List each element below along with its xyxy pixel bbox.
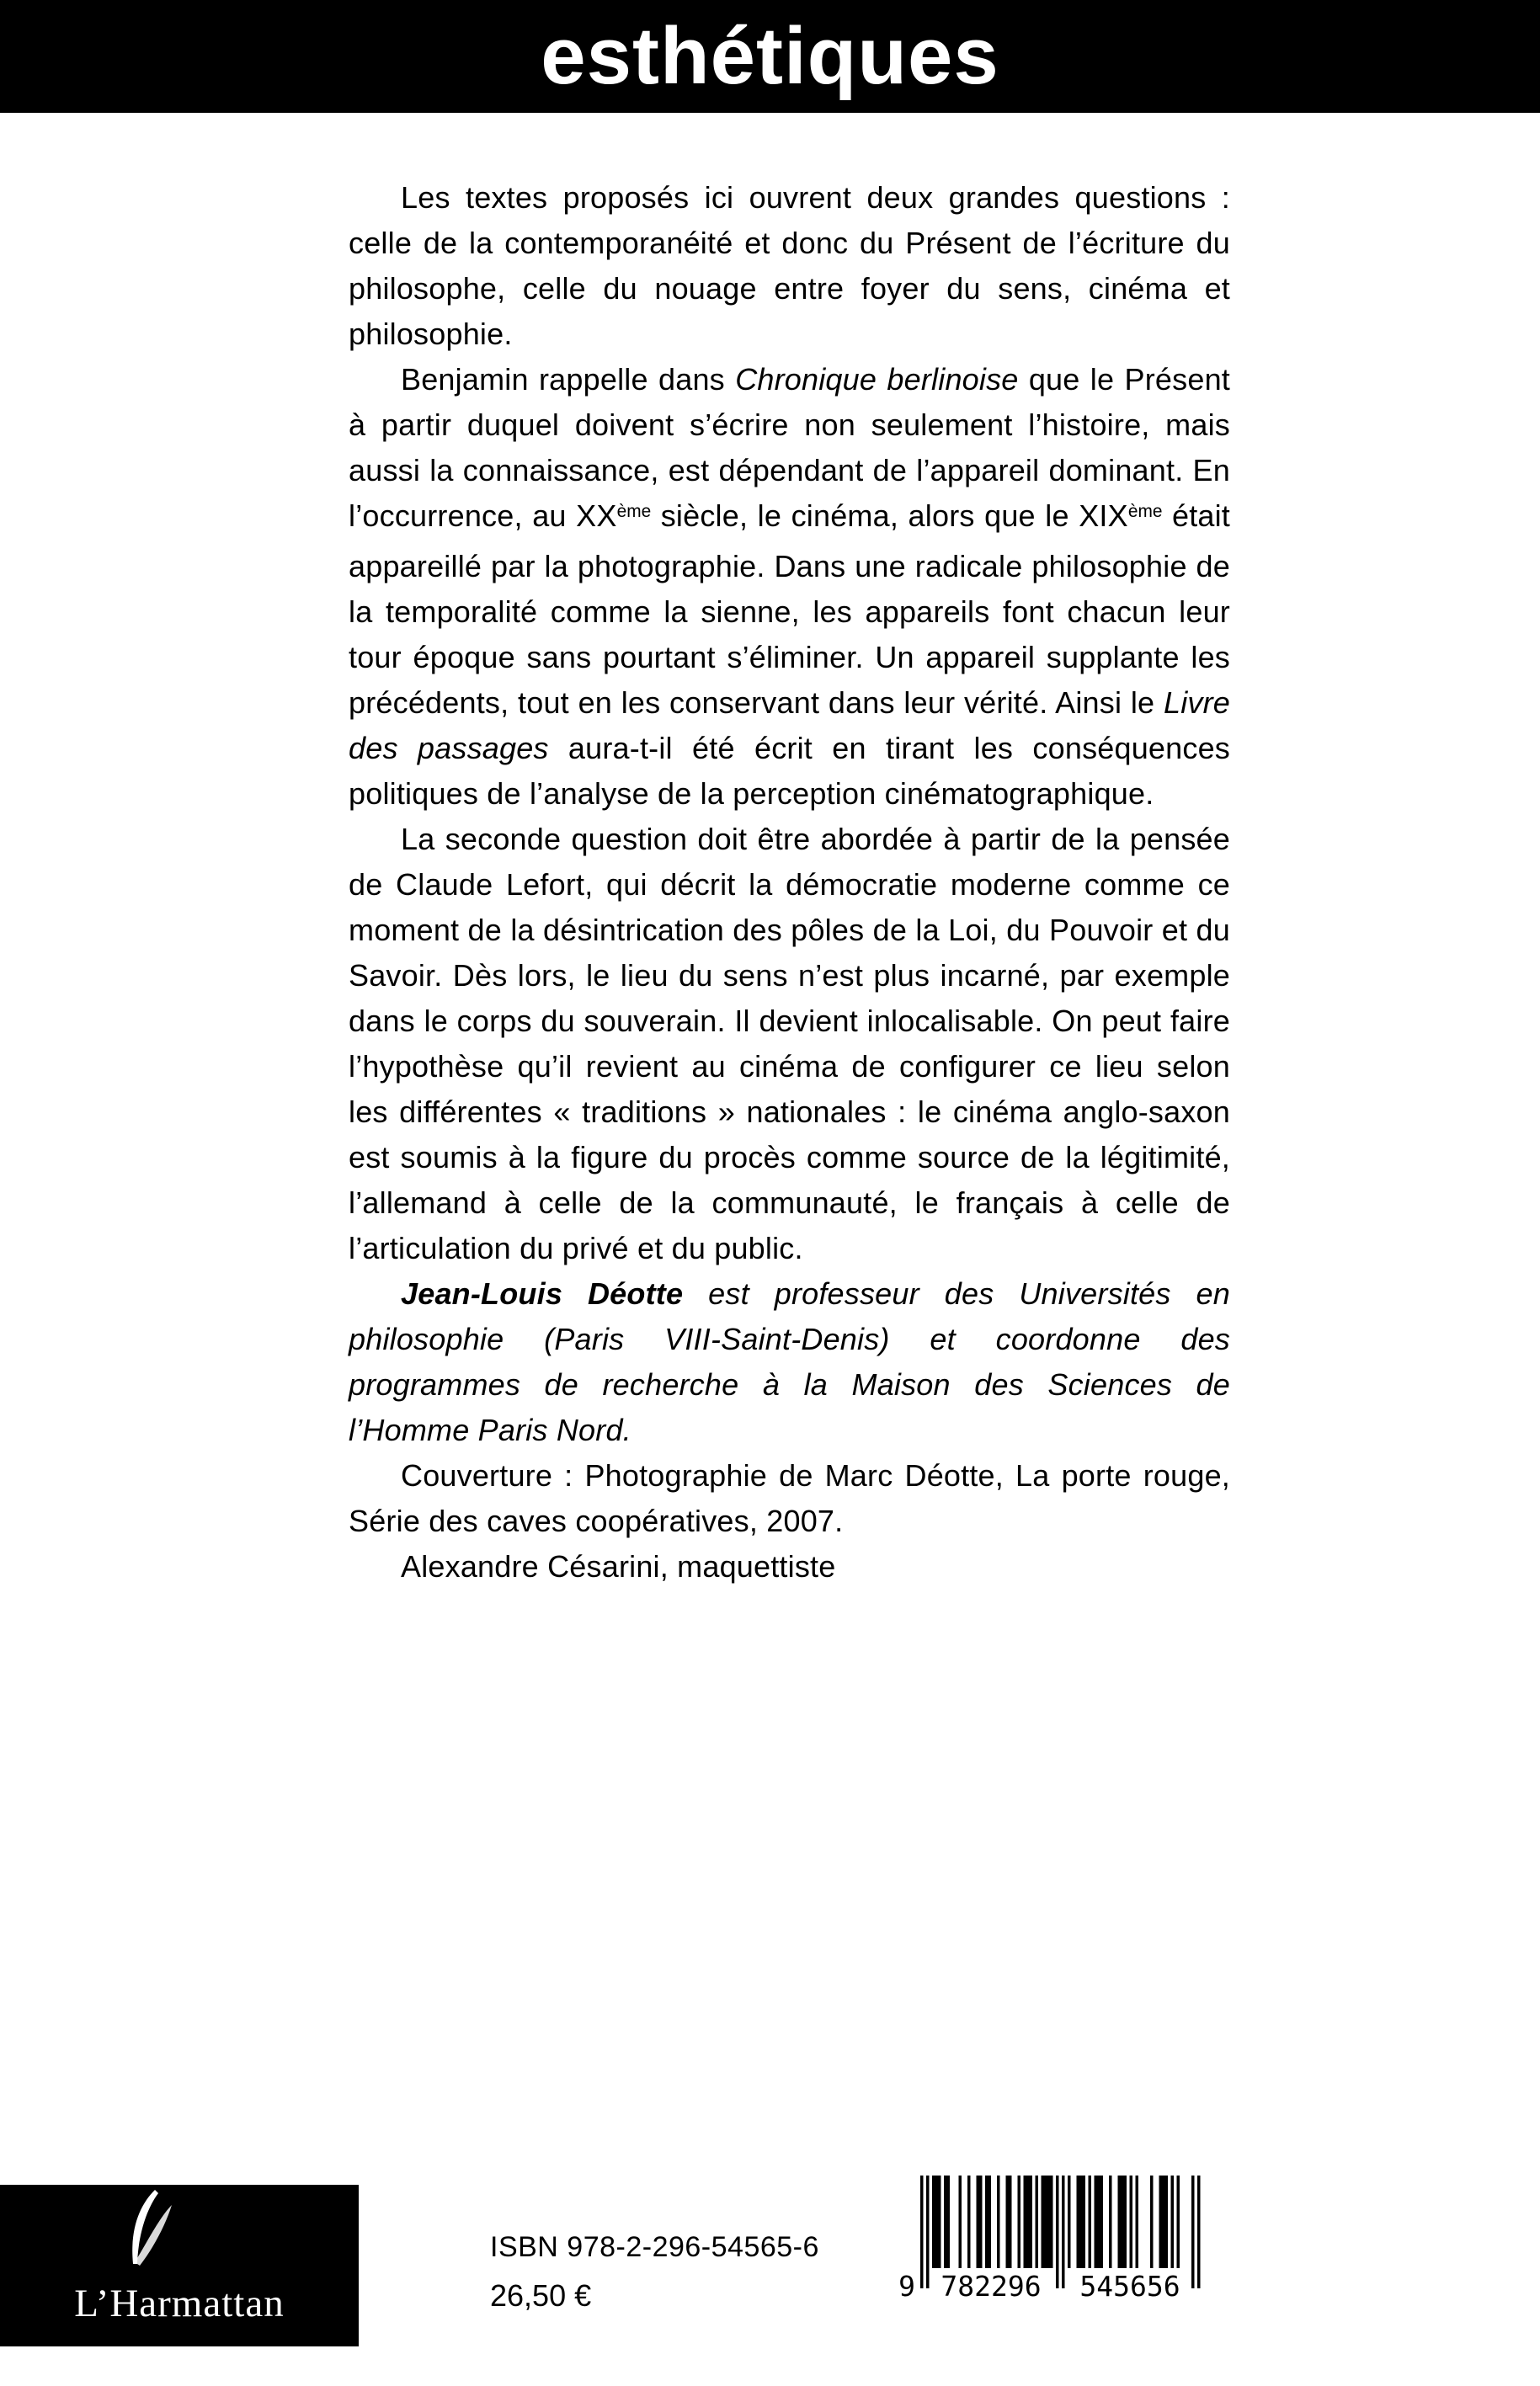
- publisher-logo-box: [0, 2185, 359, 2346]
- designer-credit: Alexandre Césarini, maquettiste: [401, 1549, 836, 1584]
- collection-title: esthétiques: [541, 11, 999, 101]
- paragraph-1: Les textes proposés ici ouvrent deux grandes questions : celle de la contemporanéité et donc du Présent de l’écriture du philosophe, celle du nouage entre foyer du sens, cinéma et philosophie.: [349, 180, 1230, 351]
- publisher-name: L’Harmattan: [74, 2282, 285, 2325]
- isbn-label: ISBN 978-2-296-54565-6: [490, 2231, 819, 2263]
- paragraph-3: La seconde question doit être abordée à partir de la pensée de Claude Lefort, qui décrit la démocratie moderne comme ce moment de la désintrication des pôles de la Loi, du Pouvoir et du Savoir. Dès lors, le lieu du sens n’est plus incarné, par exemple dans le corps du souverain. Il devient inlocalisable. On peut faire l’hypothèse qu’il revient au cinéma de configurer ce lieu selon les différentes « traditions » nationales : le cinéma anglo-saxon est soumis à la figure du procès comme source de la légitimité, l’allemand à celle de la communauté, le français à celle de l’articulation du privé et du public.: [349, 822, 1230, 1265]
- barcode-first-digit: 9: [898, 2270, 915, 2303]
- back-cover-text: [349, 175, 1230, 1590]
- barcode-right-digits: 545656: [1079, 2270, 1180, 2303]
- barcode-left-digits: 782296: [941, 2270, 1042, 2303]
- price-label: 26,50 €: [490, 2278, 592, 2313]
- cover-credit: Couverture : Photographie de Marc Déotte, La porte rouge, Série des caves coopératives, 2007.: [349, 1458, 1230, 1538]
- quill-icon: [125, 2188, 184, 2269]
- collection-banner: [0, 0, 1540, 113]
- paragraph-2: Benjamin rappelle dans Chronique berlinoise que le Présent à partir duquel doivent s’écrire non seulement l’histoire, mais aussi la connaissance, est dépendant de l’appareil dominant. En l’occurrence, au XXème siècle, le cinéma, alors que le XIXème était appareillé par la photographie. Dans une radicale philosophie de la temporalité comme la sienne, les appareils font chacun leur tour époque sans pourtant s’éliminer. Un appareil supplante les précédents, tout en les conservant dans leur vérité. Ainsi le Livre des passages aura-t-il été écrit en tirant les conséquences politiques de l’analyse de la perception cinématographique.: [349, 362, 1231, 811]
- author-bio: Jean-Louis Déotte est professeur des Universités en philosophie (Paris VIII-Saint-Denis) et coordonne des programmes de recherche à la Maison des Sciences de l’Homme Paris Nord.: [349, 1276, 1230, 1447]
- ean13-barcode: [890, 2176, 1218, 2307]
